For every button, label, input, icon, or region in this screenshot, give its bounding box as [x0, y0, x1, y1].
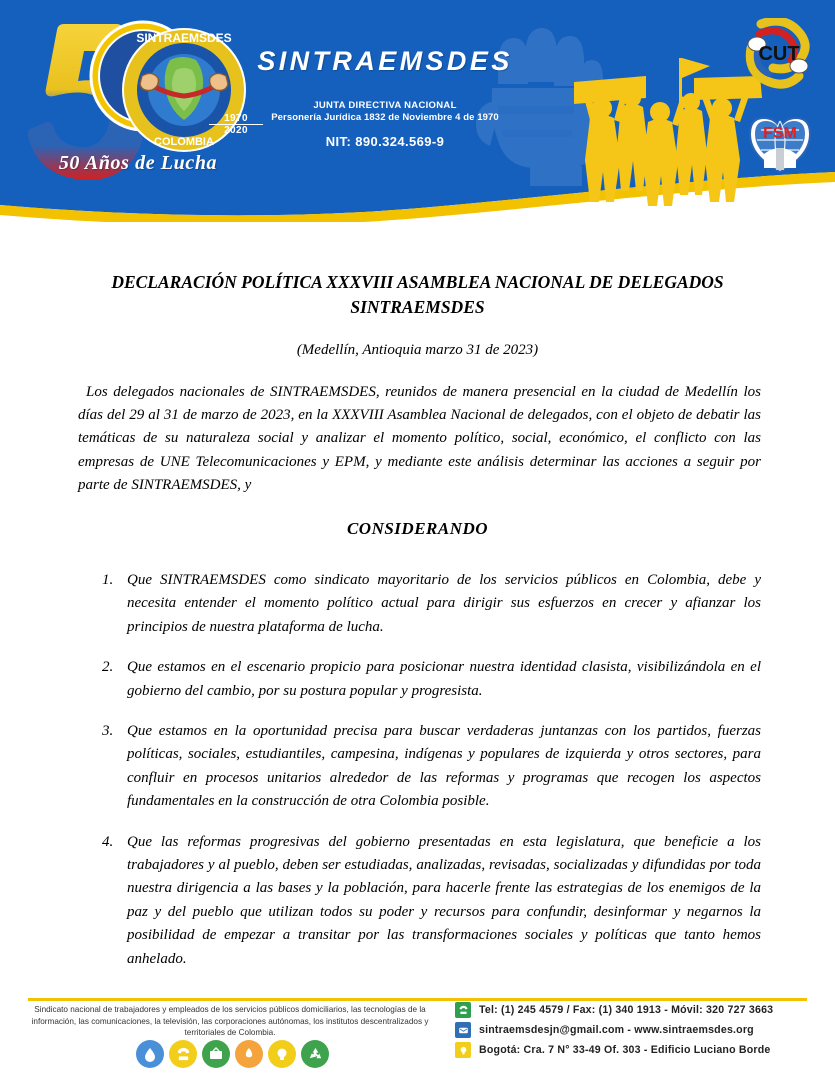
clause-item: [74, 656, 761, 703]
phone-icon: [455, 1002, 471, 1018]
clause-number: 1.: [102, 572, 114, 589]
clause-item: [74, 720, 761, 814]
service-icon-row: [136, 1040, 329, 1068]
contact-block: [455, 1002, 825, 1062]
svg-text:CUT: CUT: [758, 43, 800, 65]
protesters-illustration: [566, 30, 766, 220]
contact-email-text: sintraemsdesjn@gmail.com - www.sintraemsdes.org: [479, 1024, 754, 1036]
gas-flame-icon: [235, 1040, 263, 1068]
anniversary-year-from: 1970: [209, 113, 263, 125]
contact-phone-text: Tel: (1) 245 4579 / Fax: (1) 340 1913 - Móvil: 320 727 3663: [479, 1004, 774, 1016]
page-footer: [0, 996, 835, 1080]
clause-text: Que estamos en el escenario propicio para posicionar nuestra identidad clasista, visibilizándola en el gobierno del cambio, por su postura popular y progresista.: [127, 659, 761, 699]
email-icon: [455, 1022, 471, 1038]
svg-text:COLOMBIA: COLOMBIA: [154, 136, 214, 148]
cut-logo-icon: [741, 18, 817, 92]
contact-row-email: [455, 1022, 825, 1038]
footer-divider: [28, 998, 807, 1001]
place-and-date: (Medellín, Antioquia marzo 31 de 2023): [296, 342, 539, 358]
svg-text:SINTRAEMSDES: SINTRAEMSDES: [136, 31, 232, 45]
recycling-icon: [301, 1040, 329, 1068]
television-icon: [202, 1040, 230, 1068]
clause-number: 3.: [102, 723, 114, 740]
clause-number: 4.: [102, 833, 114, 850]
footer-description: Sindicato nacional de trabajadores y empleados de los servicios públicos domiciliarios, las tecnologías de la información, las comunicaciones, la televisión, las corporaciones autónomas, los institutos descentralizados y territoriales de Colombia.: [31, 1005, 429, 1037]
water-drop-icon: [136, 1040, 164, 1068]
contact-row-phone: [455, 1002, 825, 1018]
location-pin-icon: [455, 1042, 471, 1058]
anniversary-year-to: 2020: [224, 125, 248, 136]
page-title: [88, 270, 747, 320]
page-title-line1: DECLARACIÓN POLÍTICA XXXVIII ASAMBLEA NACIONAL DE DELEGADOS: [111, 272, 724, 292]
clause-text: Que las reformas progresivas del gobierno presentadas en esta legislatura, que beneficie a los trabajadores y al pueblo, deben ser estudiadas, analizadas, revisadas, socializadas y difundidas por toda nuestra dirigencia a las bases y la población, para hacerle frente las estrategias de los enemigos de la paz y del pueblo que utilizan todos su poder y recursos para confundir, desinformar y negarnos la posibilidad de empezar a transitar por las transformaciones sociales y políticas que tanto hemos anhelado.: [127, 833, 761, 967]
anniversary-slogan: 50 Años de Lucha: [58, 152, 218, 174]
clause-item: [74, 831, 761, 971]
document-body: [0, 222, 835, 988]
light-bulb-icon: [268, 1040, 296, 1068]
contact-row-address: [455, 1042, 825, 1058]
org-subtitle-legal: Personería Jurídica 1832 de Noviembre 4 de 1970: [271, 112, 499, 123]
clause-text: Que SINTRAEMSDES como sindicato mayoritario de los servicios públicos en Colombia, debe y necesita entender el momento político actual para dirigir sus esfuerzos en crecer y afianzar los principios de nuestra plataforma de lucha.: [127, 572, 761, 635]
contact-address-text: Bogotá: Cra. 7 N° 33-49 Of. 303 - Edificio Luciano Borde: [479, 1044, 771, 1056]
org-name: SINTRAEMSDES: [257, 46, 513, 76]
considerando-heading: CONSIDERANDO: [346, 519, 489, 539]
intro-paragraph: Los delegados nacionales de SINTRAEMSDES, reunidos de manera presencial en la ciudad de Medellín los días del 29 al 31 de marzo de 2023, en la XXXVIII Asamblea Nacional de delegados, con el objeto de debatir las temáticas de su naturaleza social y analizar el momento político, social, económico, el conflicto con las empresas de UNE Telecomunicaciones y EPM, y mediante este análisis determinar las acciones a seguir por parte de SINTRAEMSDES, y: [78, 384, 761, 493]
telephone-icon: [169, 1040, 197, 1068]
clause-text: Que estamos en la oportunidad precisa para buscar verdaderas juntanzas con los partidos, fuerzas políticas, sociales, estudiantiles, campesina, indígenas y populares de izquierda y otros sectores, para confluir en procesos unitarios alrededor de las reformas y programas que recogen los aspectos fundamentales en la construcción de otra Colombia posible.: [127, 723, 761, 810]
page-title-line2: SINTRAEMSDES: [350, 297, 485, 317]
org-nit: NIT: 890.324.569-9: [325, 134, 445, 149]
org-subtitle-board: JUNTA DIRECTIVA NACIONAL: [313, 100, 457, 111]
fsm-logo-icon: [744, 104, 816, 176]
header-banner: [0, 0, 835, 222]
clause-number: 2.: [102, 659, 114, 676]
svg-text:FSM: FSM: [763, 125, 797, 142]
clause-item: [74, 569, 761, 639]
clause-list: [74, 569, 761, 971]
